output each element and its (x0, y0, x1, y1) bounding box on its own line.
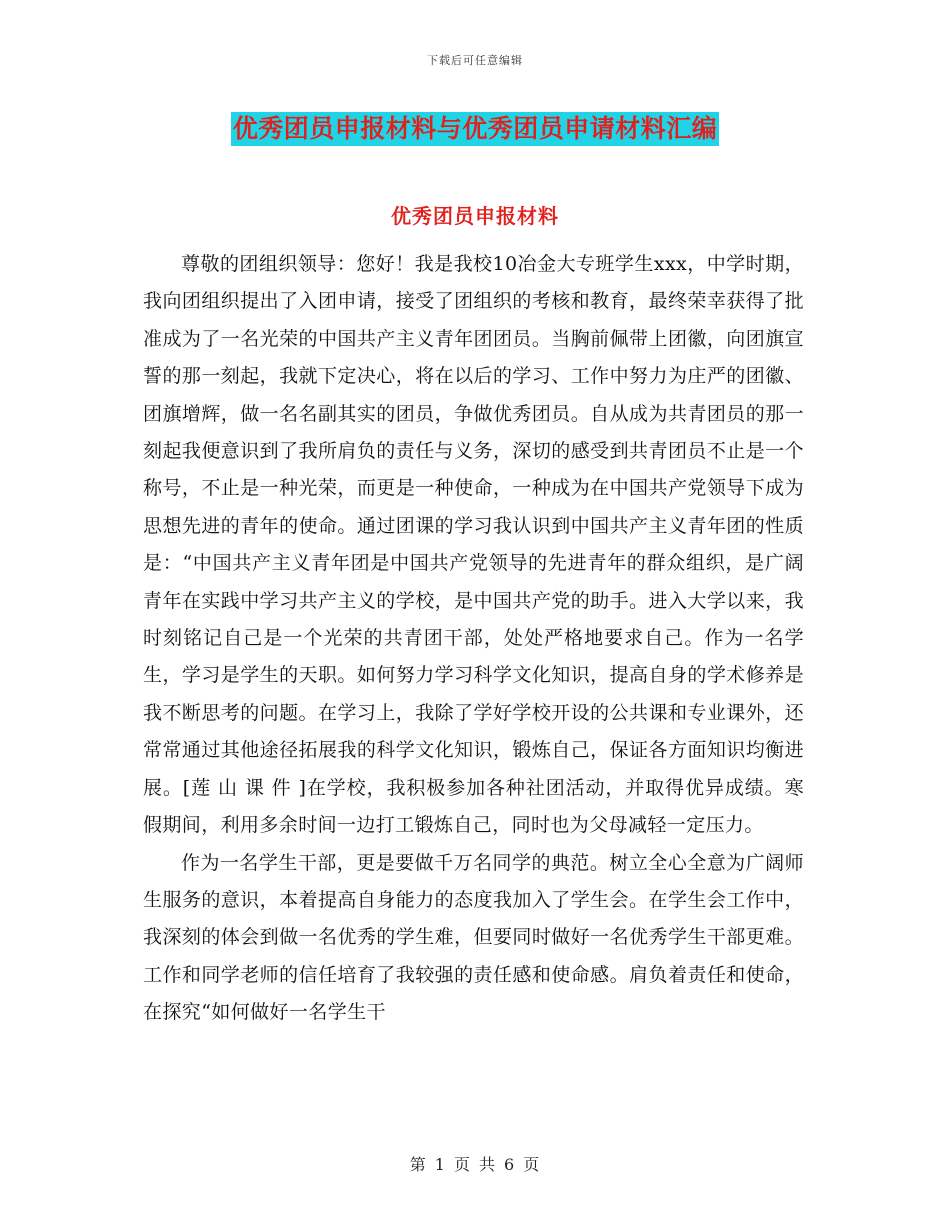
footer-label-of: 页 (453, 1155, 471, 1174)
section-title: 优秀团员申报材料 (391, 204, 559, 228)
footer-total-pages: 6 (504, 1155, 516, 1174)
body-paragraph: 尊敬的团组织领导：您好！我是我校10冶金大专班学生xxx，中学时期，我向团组织提出了入团申请，接受了团组织的考核和教育，最终荣幸获得了批准成为了一名光荣的中国共产主义青年团团员。当胸前佩带上团徽，向团旗宣誓的那一刻起，我就下定决心，将在以后的学习、工作中努力为庄严的团徽、团旗增辉，做一名名副其实的团员，争做优秀团员。自从成为共青团员的那一刻起我便意识到了我所肩负的责任与义务，深切的感受到共青团员不止是一个称号，不止是一种光荣，而更是一种使命，一种成为在中国共产党领导下成为思想先进的青年的使命。通过团课的学习我认识到中国共产主义青年团的性质是：“中国共产主义青年团是中国共产党领导的先进青年的群众组织，是广阔青年在实践中学习共产主义的学校，是中国共产党的助手。进入大学以来，我时刻铭记自己是一个光荣的共青团干部，处处严格地要求自己。作为一名学生，学习是学生的天职。如何努力学习科学文化知识，提高自身的学术修养是我不断思考的问题。在学习上，我除了学好学校开设的公共课和专业课外，还常常通过其他途径拓展我的科学文化知识，锻炼自己，保证各方面知识均衡进展。[莲 山 课 件 ]在学校，我积极参加各种社团活动，并取得优异成绩。寒假期间，利用多余时间一边打工锻炼自己，同时也为父母减轻一定压力。 (143, 253, 804, 837)
body-paragraph: 作为一名学生干部，更是要做千万名同学的典范。树立全心全意为广阔师生服务的意识，本着提高自身能力的态度我加入了学生会。在学生会工作中，我深刻的体会到做一名优秀的学生难，但要同时做好一名优秀学生干部更难。工作和同学老师的信任培育了我较强的责任感和使命感。肩负着责任和使命，在探究“如何做好一名学生干 (143, 851, 804, 1024)
footer-label-total: 共 (479, 1155, 497, 1174)
document-title: 优秀团员申报材料与优秀团员申请材料汇编 (231, 112, 720, 146)
page-header-note: 下载后可任意编辑 (427, 54, 523, 67)
document-title-wrap (0, 112, 950, 146)
footer-current-page: 1 (434, 1155, 446, 1174)
footer-label-end: 页 (523, 1155, 541, 1174)
page-footer (0, 1152, 950, 1175)
footer-label-page: 第 (409, 1155, 427, 1174)
document-body (143, 246, 804, 1032)
